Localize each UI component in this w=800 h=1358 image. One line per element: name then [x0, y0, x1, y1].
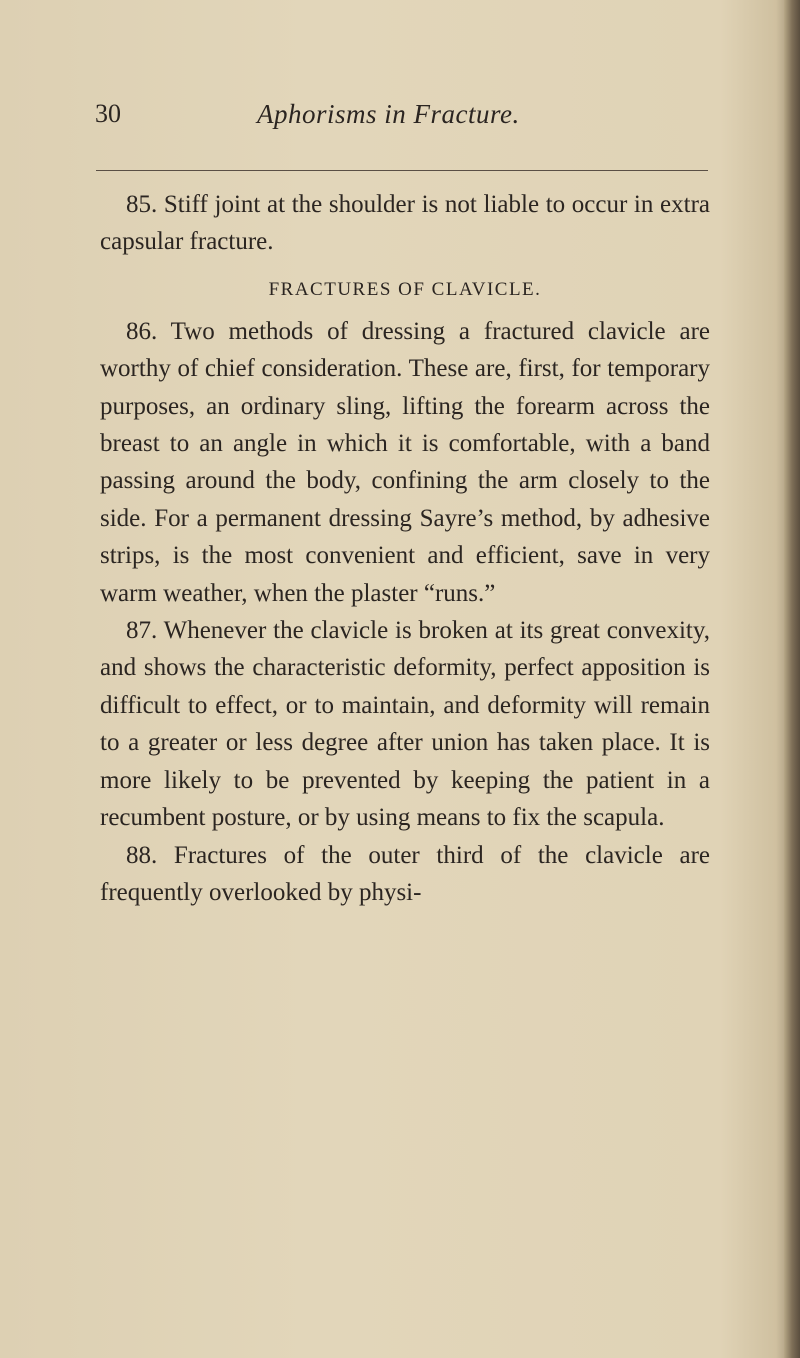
paragraph-86: 86. Two methods of dressing a fractured clavicle are worthy of chief consideration. These are, first, for temporary purposes, an ordinary sling, lifting the forearm across the breast to an angle in which it is comfortable, with a band passing around the body, confining the arm closely to the side. For a permanent dressing Sayre’s method, by adhesive strips, is the most convenient and efficient, save in very warm weather, when the plaster “runs.”: [100, 317, 710, 607]
page-edge: [784, 0, 800, 1358]
running-title: Aphorisms in Fracture.: [257, 99, 520, 129]
section-heading: FRACTURES OF CLAVICLE.: [268, 278, 542, 300]
page-number: 30: [95, 99, 121, 128]
page-header: [95, 99, 715, 147]
paragraph-88: 88. Fractures of the outer third of the clavicle are frequently overlooked by physi-: [100, 841, 710, 906]
header-rule: [96, 170, 708, 171]
paragraph-85: 85. Stiff joint at the shoulder is not liable to occur in extra capsular fracture.: [100, 191, 710, 256]
body-text: [100, 186, 710, 911]
paragraph-87: 87. Whenever the clavicle is broken at its great convexity, and shows the characteristic deformity, perfect apposition is difficult to effect, or to maintain, and deformity will remain to a greater or less degree after union has taken place. It is more likely to be prevented by keeping the patient in a recumbent posture, or by using means to fix the scapula.: [100, 617, 710, 832]
